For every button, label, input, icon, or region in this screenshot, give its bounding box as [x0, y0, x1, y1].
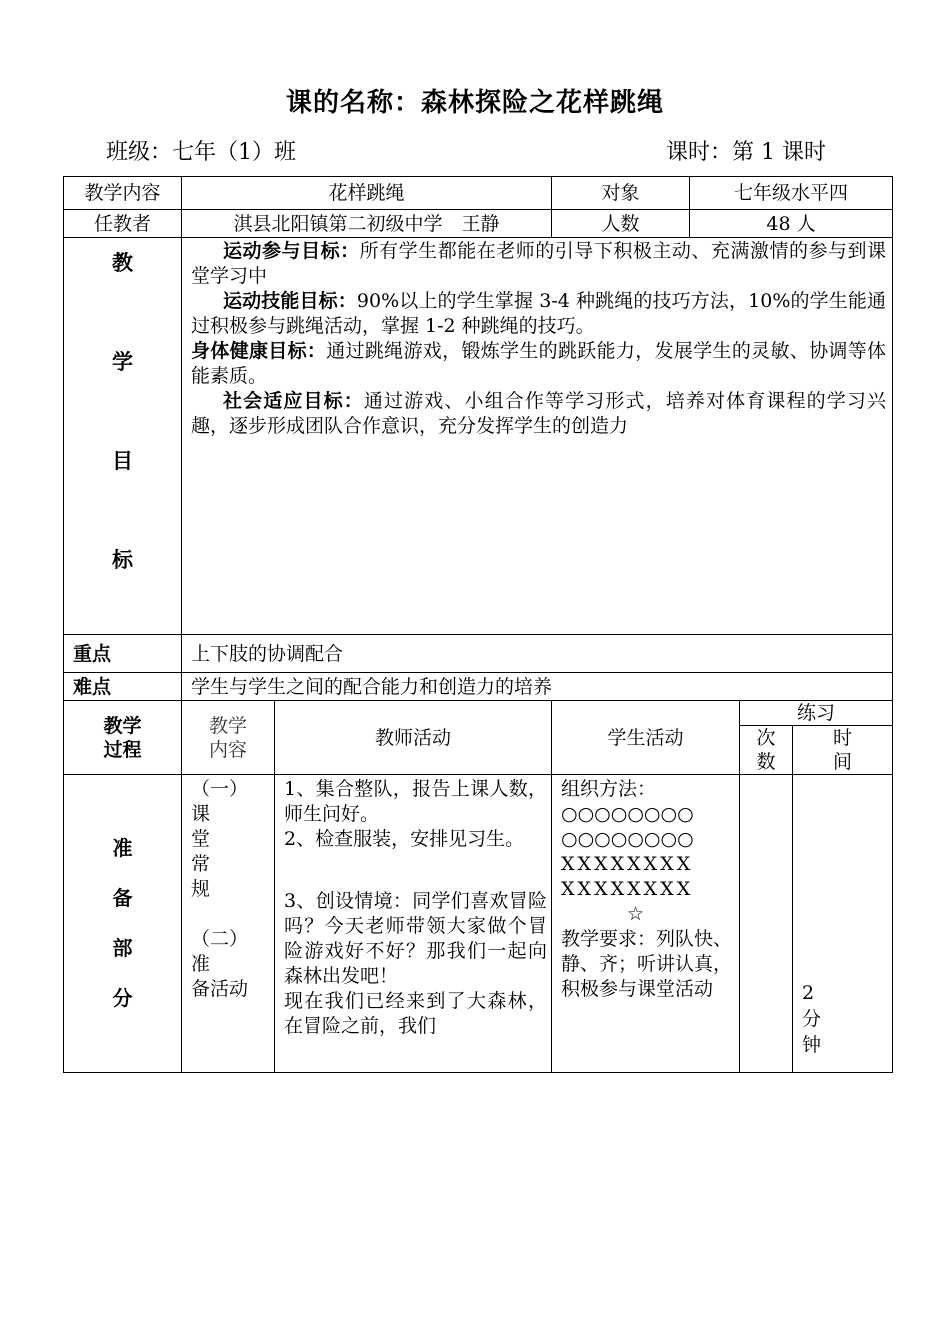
student-activity-header: 学生活动	[552, 701, 740, 775]
goal-text: 通过跳绳游戏，锻炼学生的跳跃能力，发展学生的灵敏、协调等体能素质。	[191, 340, 887, 387]
content-spacer	[191, 902, 266, 927]
prep-content	[182, 775, 275, 1073]
time-char: 分	[802, 1008, 822, 1030]
lesson-plan-table	[63, 176, 893, 1073]
content-label: 教学内容	[64, 177, 182, 210]
objectives-content	[182, 238, 893, 635]
difficulty-row	[64, 673, 893, 701]
prep-label-char: 备	[112, 886, 133, 910]
content-row	[64, 177, 893, 210]
key-point-value: 上下肢的协调配合	[182, 635, 893, 673]
prep-label	[64, 775, 182, 1073]
content-line: 课	[191, 803, 211, 825]
target-label: 对象	[552, 177, 690, 210]
goal-text: 通过游戏、小组合作等学习形式，培养对体育课程的学习兴趣，逐步形成团队合作意识，充分发挥学生的创造力	[191, 390, 887, 437]
teacher-step: 3、创设情境：同学们喜欢冒险吗？今天老师带领大家做个冒险游戏好不好？那我们一起向森林出发吧！	[284, 890, 548, 987]
goal-text: 所有学生都能在老师的引导下积极主动、充满激情的参与到课堂学习中	[191, 240, 887, 287]
key-point-label: 重点	[64, 635, 182, 673]
content-line: 备活动	[191, 978, 249, 1000]
content-line: 堂	[191, 828, 211, 850]
content-header-line: 教学	[208, 714, 247, 737]
period-info: 课时：第 1 课时	[666, 140, 826, 165]
content-line: 常	[191, 853, 211, 875]
target-value: 七年级水平四	[690, 177, 893, 210]
prep-label-char: 分	[112, 986, 133, 1010]
goal-label: 运动参与目标：	[223, 240, 360, 262]
prep-time	[793, 775, 893, 1073]
teacher-label: 任教者	[64, 210, 182, 238]
time-char: 钟	[802, 1034, 822, 1056]
teacher-step: 1、集合整队，报告上课人数，师生问好。	[284, 778, 548, 825]
social-goal	[191, 389, 886, 439]
objectives-label-char: 教	[112, 251, 133, 275]
times-header	[740, 726, 793, 775]
count-label: 人数	[552, 210, 690, 238]
goal-label: 身体健康目标：	[191, 340, 327, 362]
time-header-line: 间	[833, 751, 853, 773]
formation-circle-row: ○○○○○○○○	[561, 828, 694, 850]
times-header-line: 次	[756, 727, 776, 749]
difficulty-label: 难点	[64, 673, 182, 701]
goal-label: 运动技能目标：	[223, 290, 357, 312]
teacher-value: 淇县北阳镇第二初级中学 王静	[182, 210, 552, 238]
prep-label-char: 部	[112, 936, 133, 960]
times-header-line: 数	[756, 751, 776, 773]
health-goal	[191, 339, 886, 389]
lesson-title: 课的名称：森林探险之花样跳绳	[285, 88, 664, 118]
teacher-activity-header: 教师活动	[275, 701, 552, 775]
prep-row	[64, 775, 893, 1073]
formation-circle-row: ○○○○○○○○	[561, 803, 694, 825]
objectives-label-char: 目	[112, 449, 133, 473]
prep-label-char: 准	[112, 836, 133, 860]
content-line: （二）准	[191, 928, 249, 975]
prep-teacher-activity	[275, 775, 552, 1073]
count-value: 48 人	[690, 210, 893, 238]
goal-label: 社会适应目标：	[223, 390, 364, 412]
difficulty-value: 学生与学生之间的配合能力和创造力的培养	[182, 673, 893, 701]
content-line: 规	[191, 878, 211, 900]
teaching-requirement: 教学要求：列队快、静、齐；听讲认真，积极参与课堂活动	[561, 928, 733, 1000]
participation-goal	[191, 239, 886, 289]
practice-header: 练习	[740, 701, 893, 726]
objectives-label-char: 学	[112, 350, 133, 374]
process-header-line: 过程	[103, 738, 142, 761]
objectives-row	[64, 238, 893, 635]
prep-student-activity	[552, 775, 740, 1073]
skill-goal	[191, 289, 886, 339]
content-line: （一）	[191, 778, 249, 800]
process-header-row	[64, 701, 893, 726]
time-char: 2	[802, 982, 815, 1004]
prep-times	[740, 775, 793, 1073]
org-method: 组织方法：	[561, 778, 657, 800]
teacher-step: 现在我们已经来到了大森林，在冒险之前，我们	[284, 990, 548, 1037]
content-header-line: 内容	[208, 738, 247, 761]
formation-x-row: XXXXXXXX	[561, 878, 694, 900]
formation-x-row: XXXXXXXX	[561, 853, 694, 875]
teacher-position-star: ☆	[627, 903, 645, 925]
time-header	[793, 726, 893, 775]
process-header-line: 教学	[103, 714, 142, 737]
process-header	[64, 701, 182, 775]
objectives-label	[64, 238, 182, 635]
teacher-row	[64, 210, 893, 238]
content-value: 花样跳绳	[182, 177, 552, 210]
content-header	[182, 701, 275, 775]
class-info: 班级：七年（1）班	[106, 140, 296, 165]
teacher-step: 2、检查服装，安排见习生。	[284, 828, 525, 850]
objectives-label-char: 标	[112, 548, 133, 572]
goal-text: 90%以上的学生掌握 3-4 种跳绳的技巧方法，10%的学生能通过积极参与跳绳活动，掌握 1-2 种跳绳的技巧。	[191, 290, 887, 337]
time-header-line: 时	[833, 727, 853, 749]
key-point-row	[64, 635, 893, 673]
